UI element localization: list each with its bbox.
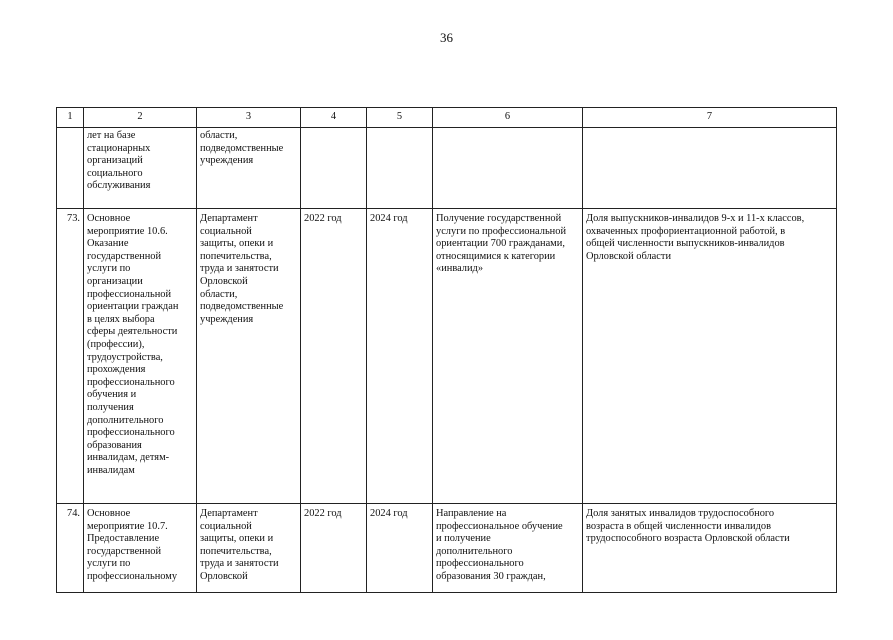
executor-cell: области, подведомственные учреждения (197, 128, 301, 209)
row-number (57, 128, 84, 209)
row-number: 73. (57, 209, 84, 504)
end-year-cell: 2024 год (367, 209, 433, 504)
column-header: 4 (301, 108, 367, 128)
start-year-cell: 2022 год (301, 209, 367, 504)
start-year-cell: 2022 год (301, 504, 367, 593)
start-year-cell (301, 128, 367, 209)
row-number: 74. (57, 504, 84, 593)
page-number: 36 (440, 30, 453, 45)
event-cell: Основное мероприятие 10.6. Оказание государственной услуги по организации профессиональной ориентации граждан в целях выбора сферы деятельности (профессии), трудоустройства, прохождения профессионального обучения и получения дополнительного профессионального образования инвалидам, детям- инвалидам (84, 209, 197, 504)
column-header: 1 (57, 108, 84, 128)
result-cell: Получение государственной услуги по профессиональной ориентации 700 гражданами, относящимися к категории «инвалид» (433, 209, 583, 504)
table-row (57, 128, 837, 209)
result-cell (433, 128, 583, 209)
table-row (57, 504, 837, 593)
table-row (57, 209, 837, 504)
event-cell: Основное мероприятие 10.7. Предоставление государственной услуги по профессиональному (84, 504, 197, 593)
column-header: 6 (433, 108, 583, 128)
executor-cell: Департамент социальной защиты, опеки и попечительства, труда и занятости Орловской (197, 504, 301, 593)
end-year-cell: 2024 год (367, 504, 433, 593)
result-cell: Направление на профессиональное обучение и получение дополнительного профессионального образования 30 граждан, (433, 504, 583, 593)
executor-cell: Департамент социальной защиты, опеки и попечительства, труда и занятости Орловской области, подведомственные учреждения (197, 209, 301, 504)
program-table (56, 107, 837, 593)
column-header: 7 (583, 108, 837, 128)
event-cell: лет на базе стационарных организаций социального обслуживания (84, 128, 197, 209)
table-header-row (57, 108, 837, 128)
column-header: 3 (197, 108, 301, 128)
column-header: 5 (367, 108, 433, 128)
indicator-cell (583, 128, 837, 209)
end-year-cell (367, 128, 433, 209)
column-header: 2 (84, 108, 197, 128)
indicator-cell: Доля выпускников-инвалидов 9-х и 11-х классов, охваченных профориентационной работой, в общей численности выпускников-инвалидов Орловской области (583, 209, 837, 504)
indicator-cell: Доля занятых инвалидов трудоспособного возраста в общей численности инвалидов трудоспособного возраста Орловской области (583, 504, 837, 593)
